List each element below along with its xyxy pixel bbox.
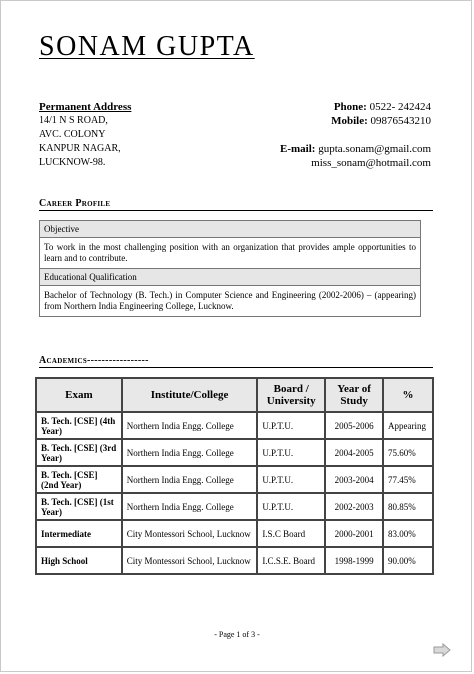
- exam-cell: High School: [36, 547, 122, 574]
- percent-cell: 75.60%: [383, 439, 433, 466]
- exam-cell: B. Tech. [CSE] (3rd Year): [36, 439, 122, 466]
- table-row: [36, 520, 433, 547]
- education-text-content: Bachelor of Technology (B. Tech.) in Computer Science and Engineering (2002-2006) – (appearing) from Northern India Engineering College, Lucknow.: [44, 290, 416, 311]
- address-line: AVC. COLONY: [39, 129, 106, 140]
- table-row: [36, 547, 433, 574]
- board-cell: U.P.T.U.: [257, 493, 325, 520]
- institute-cell: Northern India Engg. College: [122, 412, 258, 439]
- column-header-year: Year of Study: [325, 378, 383, 412]
- percent-cell: 80.85%: [383, 493, 433, 520]
- candidate-name: SONAM GUPTA: [39, 31, 255, 62]
- exam-cell: B. Tech. [CSE] (1st Year): [36, 493, 122, 520]
- table-row: [36, 466, 433, 493]
- objective-heading: Objective: [40, 221, 420, 238]
- academics-heading: Academics-----------------: [39, 355, 149, 366]
- percent-cell: 90.00%: [383, 547, 433, 574]
- year-cell: 2000-2001: [325, 520, 383, 547]
- education-heading: Educational Qualification: [40, 269, 420, 286]
- year-cell: 2002-2003: [325, 493, 383, 520]
- year-cell: 2004-2005: [325, 439, 383, 466]
- year-cell: 2005-2006: [325, 412, 383, 439]
- phone-label: Phone:: [333, 101, 367, 113]
- contact-block: [331, 100, 431, 128]
- mobile-value: 09876543210: [370, 115, 431, 127]
- exam-cell: B. Tech. [CSE] (2nd Year): [36, 466, 122, 493]
- board-cell: I.S.C Board: [257, 520, 325, 547]
- board-cell: I.C.S.E. Board: [257, 547, 325, 574]
- institute-cell: City Montessori School, Lucknow: [122, 520, 258, 547]
- phone-value: 0522- 242424: [369, 101, 431, 113]
- column-header-institute: Institute/College: [122, 378, 258, 412]
- institute-cell: Northern India Engg. College: [122, 466, 258, 493]
- year-cell: 1998-1999: [325, 547, 383, 574]
- academics-divider: [39, 367, 433, 368]
- email-label: E-mail:: [280, 143, 316, 155]
- mobile-label: Mobile:: [331, 115, 368, 127]
- education-text: [40, 286, 420, 316]
- column-header-exam: Exam: [36, 378, 122, 412]
- board-cell: U.P.T.U.: [257, 439, 325, 466]
- exam-cell: B. Tech. [CSE] (4th Year): [36, 412, 122, 439]
- table-header-row: [36, 378, 433, 412]
- percent-cell: Appearing: [383, 412, 433, 439]
- academics-table: [35, 377, 434, 575]
- column-header-board: Board / University: [257, 378, 325, 412]
- table-row: [36, 412, 433, 439]
- institute-cell: Northern India Engg. College: [122, 439, 258, 466]
- table-row: [36, 493, 433, 520]
- institute-cell: City Montessori School, Lucknow: [122, 547, 258, 574]
- board-cell: U.P.T.U.: [257, 466, 325, 493]
- percent-cell: 83.00%: [383, 520, 433, 547]
- address-line: 14/1 N S ROAD,: [39, 115, 108, 126]
- career-profile-divider: [39, 210, 433, 211]
- email-value-primary[interactable]: gupta.sonam@gmail.com: [318, 143, 431, 155]
- address-heading: Permanent Address: [39, 101, 132, 113]
- arrow-right-icon[interactable]: [433, 643, 451, 657]
- page-number: - Page 1 of 3 -: [214, 630, 260, 639]
- email-value-secondary[interactable]: miss_sonam@hotmail.com: [311, 157, 431, 169]
- exam-cell: Intermediate: [36, 520, 122, 547]
- career-profile-box: [39, 220, 421, 317]
- career-profile-heading: Career Profile: [39, 198, 111, 209]
- board-cell: U.P.T.U.: [257, 412, 325, 439]
- address-line: LUCKNOW-98.: [39, 157, 106, 168]
- column-header-percent: %: [383, 378, 433, 412]
- address-line: KANPUR NAGAR,: [39, 143, 121, 154]
- address-block: [39, 100, 131, 170]
- table-row: [36, 439, 433, 466]
- percent-cell: 77.45%: [383, 466, 433, 493]
- year-cell: 2003-2004: [325, 466, 383, 493]
- email-block: [280, 142, 431, 170]
- objective-text: To work in the most challenging position with an organization that provides ample opportunities to learn and to contribute.: [40, 238, 420, 269]
- institute-cell: Northern India Engg. College: [122, 493, 258, 520]
